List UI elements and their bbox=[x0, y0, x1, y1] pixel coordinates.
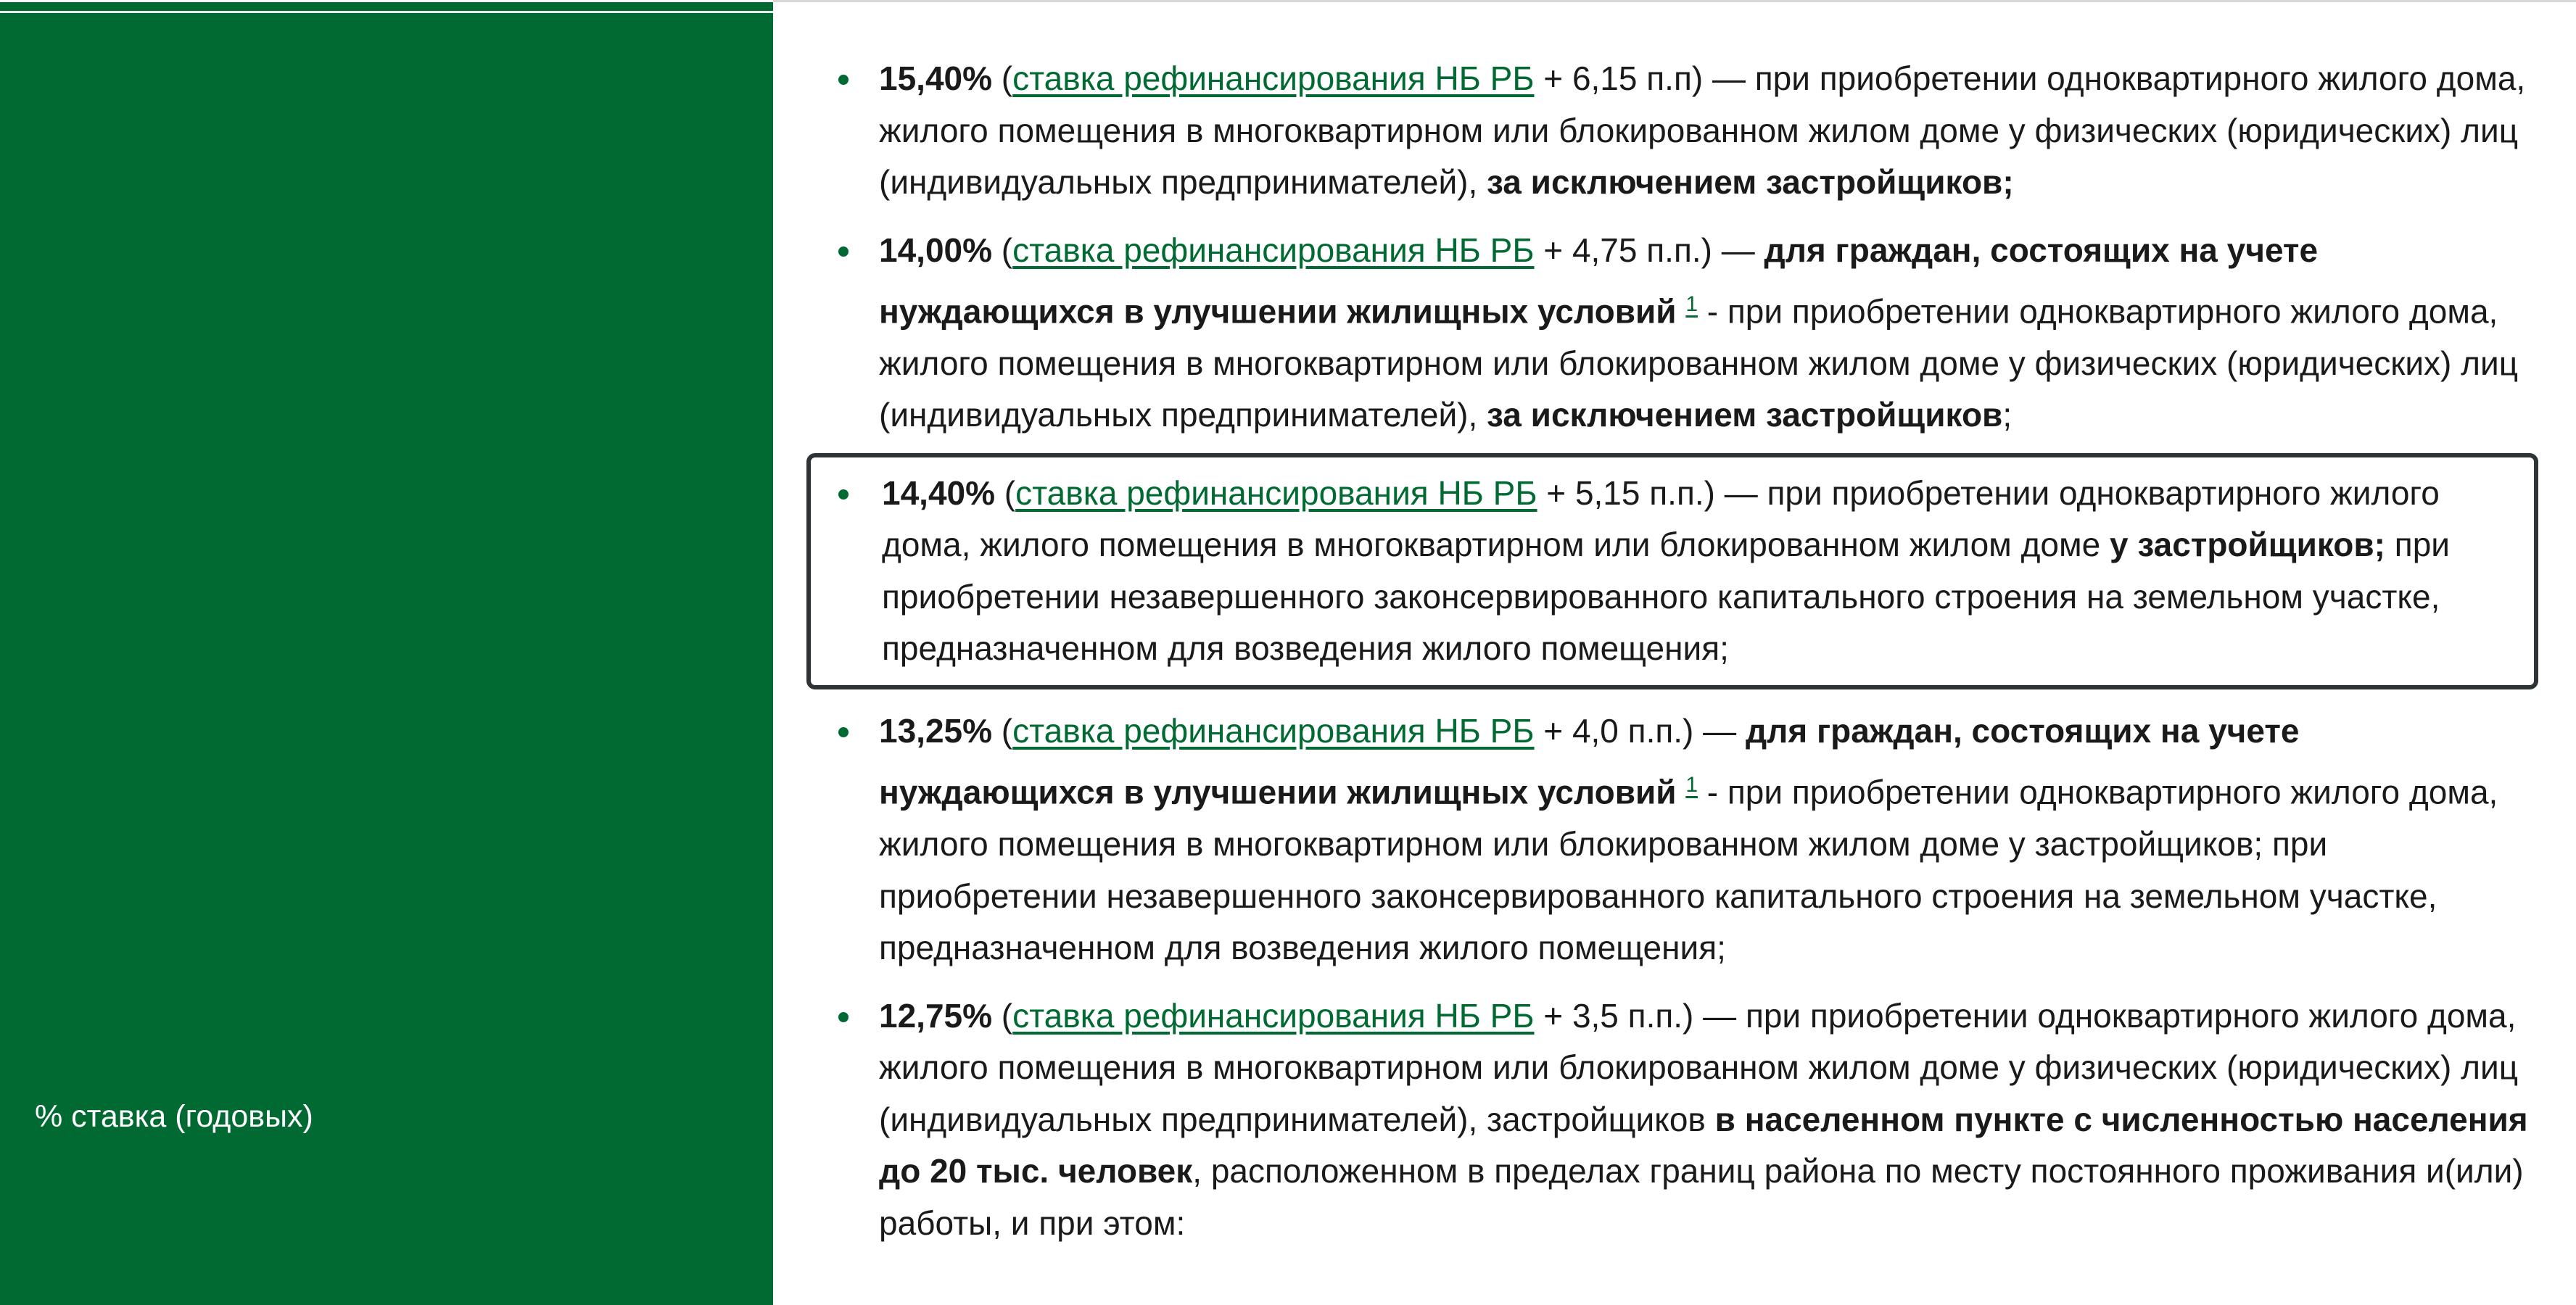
rate-item-1400 bbox=[773, 225, 2576, 442]
rate-condition: при приобретении одноквартирного жилого дома, жилого помещения в многоквартирном или блокированном жилом доме у физических (юридических) лиц (индивидуальных предпринимателей), застройщиков bbox=[879, 996, 2519, 1138]
bullet-icon bbox=[838, 75, 849, 85]
refinancing-rate-link[interactable]: ставка рефинансирования НБ РБ bbox=[1012, 996, 1535, 1035]
rate-condition-bold: у застройщиков; bbox=[2110, 526, 2385, 564]
rate-margin: + 3,5 п.п.) — bbox=[1534, 996, 1746, 1035]
rate-item-1325 bbox=[773, 705, 2576, 974]
rate-eligibility-bold: для граждан, состоящих на учете нуждающихся в улучшении жилищных условий bbox=[879, 711, 2300, 811]
rate-item-1440-highlighted bbox=[806, 453, 2538, 689]
rate-condition-bold: за исключением застройщиков bbox=[1487, 396, 2003, 434]
footnote-link[interactable]: 1 bbox=[1685, 292, 1698, 316]
rate-condition-bold: в населенном пункте с численностью населения до 20 тыс. человек bbox=[879, 1100, 2528, 1190]
rate-condition: при приобретении одноквартирного жилого дома, жилого помещения в многоквартирном или блокированном жилом доме bbox=[882, 473, 2440, 564]
refinancing-rate-link[interactable]: ставка рефинансирования НБ РБ bbox=[1012, 711, 1535, 750]
rate-value: 15,40% bbox=[879, 59, 993, 97]
rate-margin: + 4,75 п.п.) — bbox=[1534, 231, 1764, 269]
bullet-icon bbox=[838, 1012, 849, 1022]
rate-condition-bold: за исключением застройщиков; bbox=[1487, 163, 2014, 201]
rate-value: 12,75% bbox=[879, 996, 993, 1035]
rate-margin: + 6,15 п.п) — bbox=[1534, 59, 1755, 97]
rate-margin: + 4,0 п.п.) — bbox=[1534, 711, 1746, 750]
rate-description-cell bbox=[773, 0, 2576, 1305]
rate-value: 14,40% bbox=[882, 473, 996, 512]
rate-condition: при приобретении одноквартирного жилого дома, жилого помещения в многоквартирном или блокированном жилом доме у физических (юридических) лиц (индивидуальных предпринимателей), bbox=[879, 59, 2526, 201]
rate-end: ; bbox=[2002, 396, 2012, 434]
refinancing-rate-link[interactable]: ставка рефинансирования НБ РБ bbox=[1012, 231, 1535, 269]
paren-open: ( bbox=[992, 711, 1013, 750]
rate-item-1540 bbox=[773, 53, 2576, 209]
bullet-icon bbox=[838, 246, 849, 257]
paren-open: ( bbox=[992, 996, 1013, 1035]
rate-value: 14,00% bbox=[879, 231, 993, 269]
footnote-link[interactable]: 1 bbox=[1685, 773, 1698, 798]
paren-open: ( bbox=[995, 473, 1016, 512]
row-label: % ставка (годовых) bbox=[35, 1099, 313, 1134]
rate-condition-tail: при приобретении незавершенного законсервированного капитального строения на земельном участке, предназначенном для возведения жилого помещения; bbox=[882, 526, 2450, 668]
rate-eligibility-bold: для граждан, состоящих на учете нуждающихся в улучшении жилищных условий bbox=[879, 231, 2319, 331]
refinancing-rate-link[interactable]: ставка рефинансирования НБ РБ bbox=[1012, 59, 1535, 97]
rate-value: 13,25% bbox=[879, 711, 993, 750]
refinancing-rate-link[interactable]: ставка рефинансирования НБ РБ bbox=[1015, 473, 1537, 512]
rate-condition: - при приобретении одноквартирного жилого дома, жилого помещения в многоквартирном или блокированном жилом доме у застройщиков; при приобретении незавершенного законсервированного капитального строения на земельном участке, предназначенном для возведения жилого помещения; bbox=[879, 773, 2498, 967]
paren-open: ( bbox=[992, 231, 1013, 269]
rate-list bbox=[773, 53, 2576, 1265]
rate-item-1275 bbox=[773, 990, 2576, 1250]
rate-condition-tail: , расположенном в пределах границ района по месту постоянного проживания и(или) работы, и при этом: bbox=[879, 1152, 2524, 1242]
paren-open: ( bbox=[992, 59, 1013, 97]
row-label-cell bbox=[0, 0, 773, 1305]
bullet-icon bbox=[838, 489, 849, 500]
bullet-icon bbox=[838, 727, 849, 737]
rate-condition: - при приобретении одноквартирного жилого дома, жилого помещения в многоквартирном или блокированном жилом доме у физических (юридических) лиц (индивидуальных предпринимателей), bbox=[879, 292, 2519, 434]
rate-margin: + 5,15 п.п.) — bbox=[1537, 473, 1767, 512]
